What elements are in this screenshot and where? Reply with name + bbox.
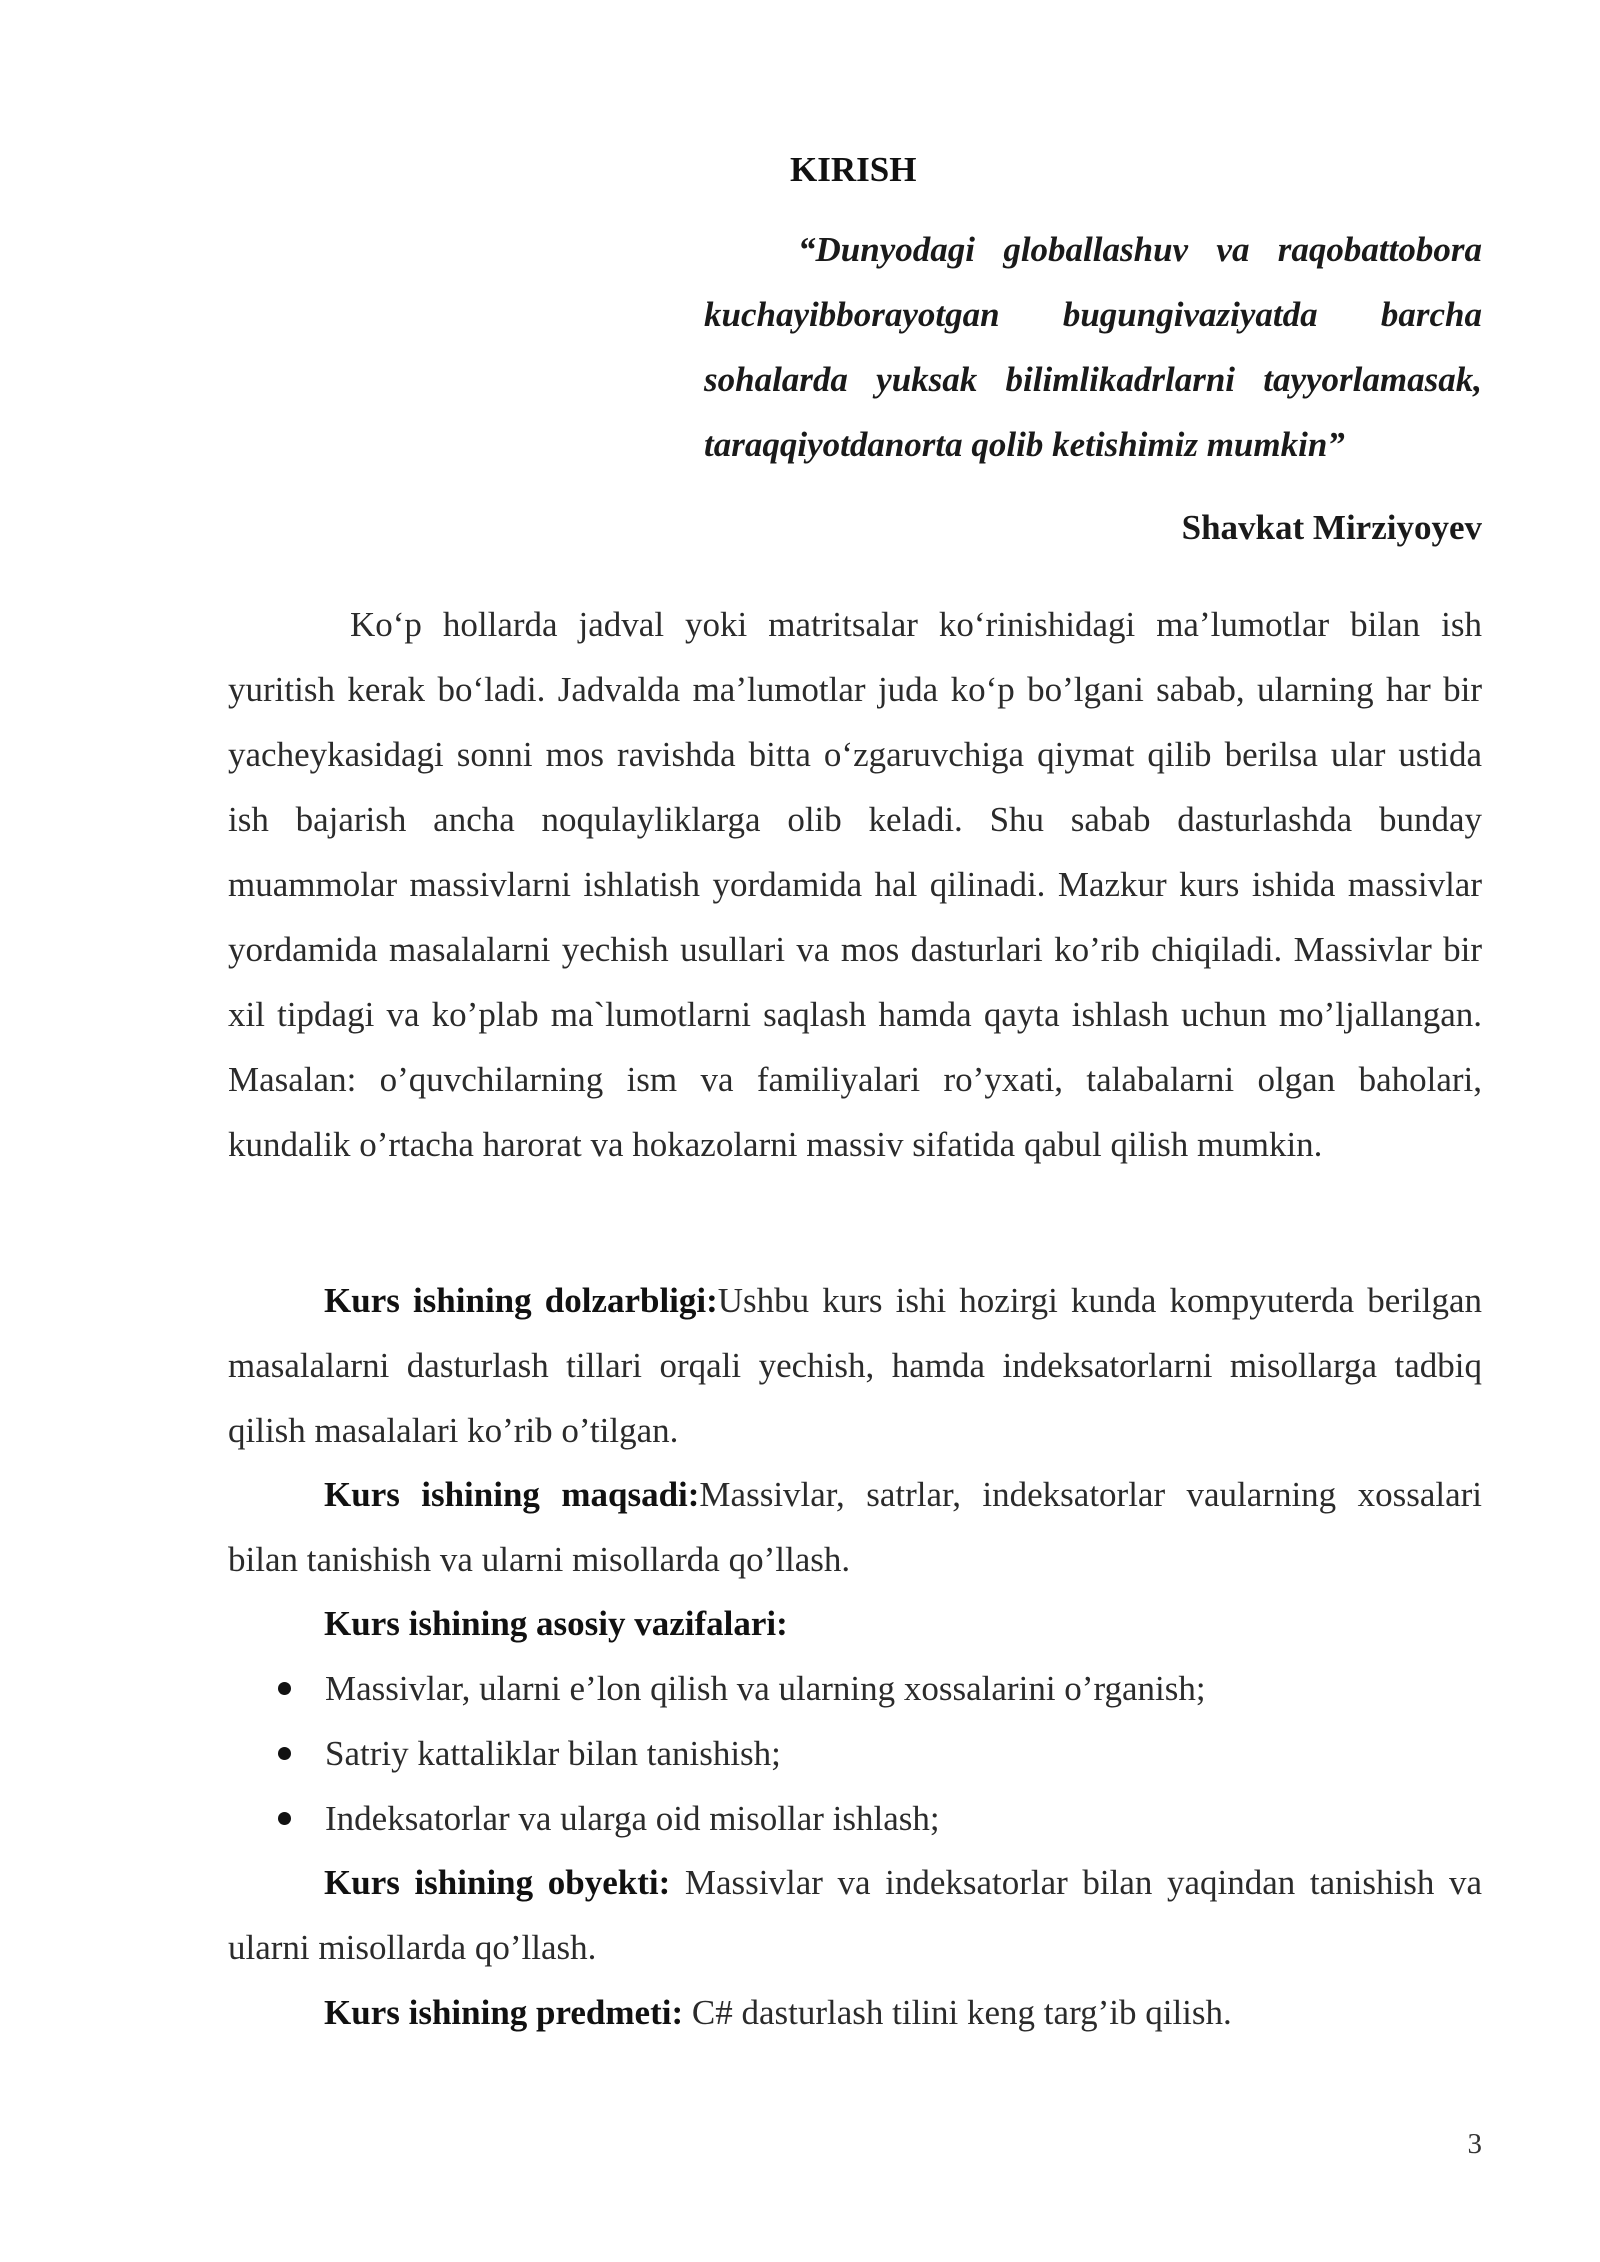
page-number: 3 bbox=[1467, 2128, 1482, 2160]
epigraph-author: Shavkat Mirziyoyev bbox=[1181, 508, 1482, 547]
list-item bbox=[228, 1656, 1482, 1721]
subject-label: Kurs ishining predmeti: bbox=[324, 1993, 684, 2032]
bullet-icon bbox=[278, 1812, 291, 1825]
goal-text: Massivlar, satrlar, indeksatorlar vaularning xossalari bilan tanishish va ularni misollarda qo’llash. bbox=[228, 1475, 1482, 1579]
bullet-icon bbox=[278, 1747, 291, 1760]
tasks-list bbox=[228, 1656, 1482, 1851]
goal-paragraph bbox=[228, 1462, 1482, 1592]
page-heading: KIRISH bbox=[790, 150, 917, 189]
list-item bbox=[228, 1786, 1482, 1851]
list-item-text: Satriy kattaliklar bilan tanishish; bbox=[325, 1734, 781, 1773]
list-item-text: Massivlar, ularni e’lon qilish va ularning xossalarini o’rganish; bbox=[325, 1669, 1206, 1708]
bullet-icon bbox=[278, 1682, 291, 1695]
tasks-label: Kurs ishining asosiy vazifalari: bbox=[324, 1604, 788, 1643]
object-label: Kurs ishining obyekti: bbox=[324, 1863, 671, 1902]
list-item bbox=[228, 1721, 1482, 1786]
tasks-paragraph bbox=[228, 1591, 1482, 1656]
list-item-text: Indeksatorlar va ularga oid misollar ishlash; bbox=[325, 1799, 940, 1838]
relevance-label: Kurs ishining dolzarbligi: bbox=[324, 1281, 718, 1320]
epigraph-quote: “Dunyodagi globallashuv va raqobattobora kuchayibborayotgan bugungivaziyatda barcha sohalarda yuksak bilimlikadrlarni tayyorlamasak, taraqqiyotdanorta qolib ketishimiz mumkin” bbox=[704, 230, 1482, 464]
goal-label: Kurs ishining maqsadi: bbox=[324, 1475, 700, 1514]
subject-text: C# dasturlash tilini keng targ’ib qilish. bbox=[683, 1993, 1232, 2032]
relevance-text: Ushbu kurs ishi hozirgi kunda kompyuterda berilgan masalalarni dasturlash tillari orqali yechish, hamda indeksatorlarni misollarga tadbiq qilish masalalari ko’rib o’tilgan. bbox=[228, 1281, 1482, 1450]
relevance-paragraph bbox=[228, 1268, 1482, 1463]
object-text: Massivlar va indeksatorlar bilan yaqindan tanishish va ularni misollarda qo’llash. bbox=[228, 1863, 1482, 1967]
subject-paragraph bbox=[228, 1980, 1482, 2045]
intro-paragraph: Koʻp hollarda jadval yoki matritsalar koʻrinishidagi maʼlumotlar bilan ish yuritish kerak boʻladi. Jadvalda maʼlumotlar juda koʻp bo’lgani sabab, ularning har bir yacheykasidagi sonni mos ravishda bitta oʻzgaruvchiga qiymat qilib berilsa ular ustida ish bajarish ancha noqulayliklarga olib keladi. Shu sabab dasturlashda bunday muammolar massivlarni ishlatish yordamida hal qilinadi. Mazkur kurs ishida massivlar yordamida masalalarni yechish usullari va mos dasturlari ko’rib chiqiladi. Massivlar bir xil tipdagi va ko’plab ma`lumotlarni saqlash hamda qayta ishlash uchun mo’ljallangan. Masalan: o’quvchilarning ism va familiyalari ro’yxati, talabalarni olgan baholari, kundalik o’rtacha harorat va hokazolarni massiv sifatida qabul qilish mumkin. bbox=[228, 605, 1482, 1164]
object-paragraph bbox=[228, 1850, 1482, 1980]
